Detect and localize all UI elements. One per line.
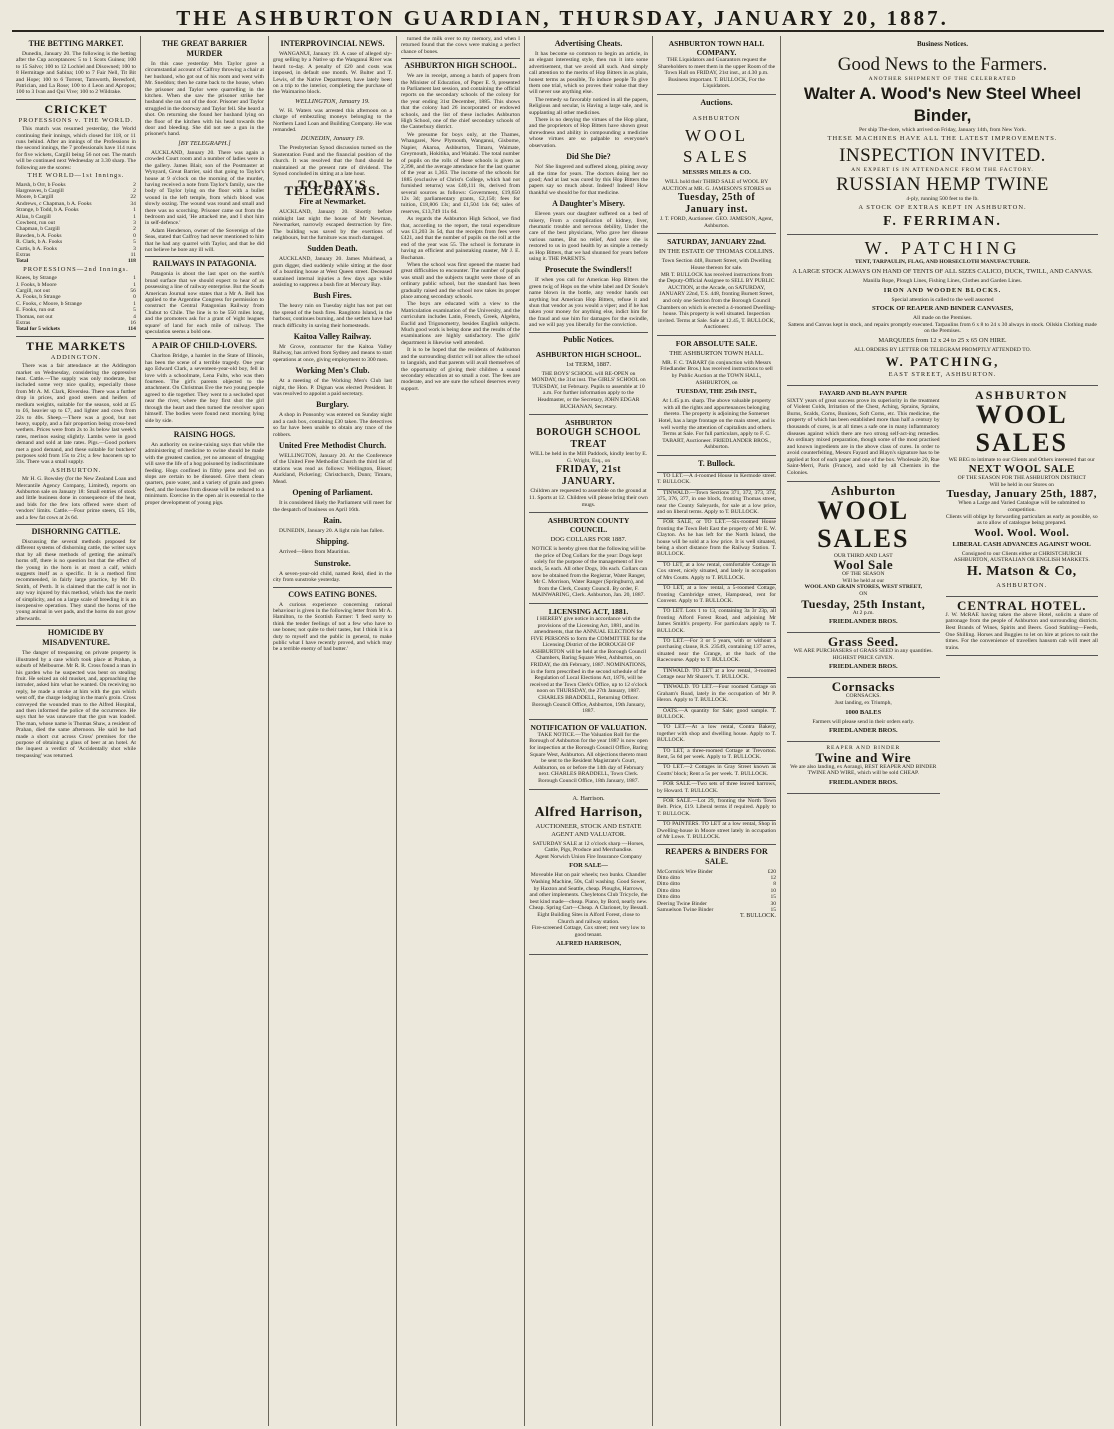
listing-item: FOR SALE.—Two sets of three leaved harrows, by Howard. T. BULLOCK. [657,781,777,794]
column-1 [12,36,140,1426]
article-ashburton-market: Mr H. G. Bowsley (for the New Zealand Loan and Mercantile Agency Company, Limited), reports on Ashburton sale on January 18: Small entries of stock and little business done in consequence of the heat, and bids for the few lots offered were short of vendors' limits. Cattle.—Four prime steers, £5 10s, and a few fat cows at 2s 6d. [16,476,136,521]
heading-high-school: ASHBURTON HIGH SCHOOL. [401,58,520,71]
ad-central-hotel: CENTRAL HOTEL. J. W. McRAE having taken the above Hotel, solicits a share of patronage from the people of Ashburton and surrounding districts. Best Brands of Wines, Spirits and Beers. Good Stabling—Feeds, One Shilling. Horses and Buggies to let on hire at prices to suit the times. For the convenience of travellers hansom cab will meet all trains. [946,597,1098,657]
masthead-title: THE ASHBURTON GUARDIAN, THURSDAY, JANUARY 20, 1887. [176,6,949,30]
article-child-lovers: Charlton Bridge, a hamlet in the State of Illinois, has been the scene of a terrible tragedy. One year ago Edward Clark, a seventeen-year-old boy, fell in love with a schoolmate, Lena Fults, who was then fourteen. The girl's parents objected to the attachment. On Christmas Eve the two young people agreed to die together. They went to a secluded spot near the river, where the boy first shot the girl through the heart and then turned the revolver upon himself. The bodies were found next morning lying side by side. [144,353,264,424]
article-parliament: It is considered likely the Parliament will meet for the despatch of business on April 16th. [272,500,392,513]
ad-w-patching: W. PATCHING TENT, TARPAULIN, FLAG, AND HORSECLOTH MANUFACTURER. A LARGE STOCK ALWAYS ON HAND OF TENTS OF ALL SIZES CALICO, DUCK, TWILL, AND CANVAS. Manilla Rope, Plough Lines, Fishing Lines, Clothes and Garden Lines. IRON AND WOODEN BLOCKS. Special attention is called to the well assorted STOCK OF REAPER AND BINDER CANVASES, All made on the Premises. Sattens and Canvas kept in stock, and repairs promptly executed. Tarpaulins from 6 x 8 to 24 x 30 always in stock. Oilskin Clothing made on the Premises. MARQUEES from 12 x 24 to 25 x 65 ON HIRE. ALL ORDERS BY LETTER OR TELEGRAM PROMPTLY ATTENDED TO. W. PATCHING, EAST STREET, ASHBURTON. [787,235,1098,385]
heading-kaitoa: Kaitoa Valley Railway. [293,332,372,341]
heading-public-notices: Public Notices. [529,332,648,345]
subheading-addington: ADDINGTON. [50,353,102,361]
notice-town-hall-company: ASHBURTON TOWN HALL COMPANY. THE Liquidators and Guarantors request the Shareholders to meet them in the upper Room of the Town Hall on FRIDAY, 21st inst., at 4.30 p.m. Business important. T. BULLOCK, For the Liquidators. [657,36,776,95]
article-high-school-5: The boys are educated with a view to the Matriculation examination of the University, and the curriculum includes Latin, French, Greek, Algebra, Euclid and Trigonometry, besides English subjects. Much good work is being done and the results of the examinations are highly satisfactory. The girls' department is likewise well attended. [400,301,520,346]
notice-school-treat: ASHBURTON BOROUGH SCHOOL TREAT WILL be held in the Mill Paddock, kindly lent by E. G. Wright, Esq., on FRIDAY, 21st JANUARY. Children are requested to assemble on the ground at 11. Sports at 12. Children will please bring their own mugs. [529,415,648,513]
subheading-ashburton: ASHBURTON. [50,466,102,474]
score-row: Hargreaves, b Cargill 2 [16,187,136,194]
score-row: Bawden, b A. Fooks 0 [16,232,136,239]
price-row: Ditto ditto 15 [657,894,777,901]
article-working-mens-club: At a meeting of the Working Men's Club last night, the Hon. P. Dignan was elected President. It was resolved to appoint a paid secretary. [272,378,392,398]
ad-grass-seed: Grass Seed. WE ARE PURCHASERS of GRASS SEED in any quantities. HIGHEST PRICE GIVEN. FRIEDLANDER BROS. [787,633,939,678]
listing-item: TO LET. Lots 1 to 13, containing 3a 3r 23p, all fronting Alford Forest Road, and adjoining Mr James Smith's property. For particulars apply to T. BULLOCK. [657,608,777,634]
heading-auctions: Auctions. [700,97,733,107]
heading-advertising-cheats: Advertising Cheats. [554,39,623,48]
column-5 [524,36,652,1426]
article-cows-bones: A curious experience concerning rational behaviour is given in the following letter from Mr A. Hamilton, to the Scottish Farmer: 'I feed sorry to think the tender feelings of not a few who have to use bones; not quite to their tastes, but I think it is a duty to myself and the public in general, to make public what I have recently proved, and which may be a terrible enemy of bad butter.' [272,601,392,653]
score-row: Allan, b Cargill 1 [16,213,136,220]
article-bush-fires: The heavy rain on Tuesday night has not put out the spread of the bush fires. Rangitoto Island, in the harbour, continues burning, and the settlers have had much difficulty in saving their homesteads. [272,303,392,329]
listing-item: FOR SALE, or TO LET.—Six-roomed House fronting the Town Belt East the property of Mr E. W. Clayton. As he has left for the North Island, the house will be sold at a low price. It is well situated, being a short distance from the Railway Station. T. BULLOCK. [657,519,777,558]
article-addington: There was a fair attendance at the Addington market on Wednesday, considering the oppressive heat. Cattle.—The supply was only moderate, but included some very nice quality, especially those from Mr A. M. Clark, Riverslea. There was a further drop in prices, and good steers and heifers of medium weights, suitable for the season, sold at £5 to £6, heavier up to £7, and lighter and cows from 22s to 40s. Sheep.—There was a good, but not heavy, supply, and a fair proportion being cross-bred wethers. Prices were from 2s to 3s below last week's rates, merinos easing slightly. Lambs were in good demand and sold at late rates. Pigs.—Good porkers met a good demand, and these suitable for butchers' purposes sold from 15s to 21s; a few baconers up to 33s. There was a small supply. [16,363,136,466]
score-row: Knees, by Strange 1 [16,275,136,282]
ad-hop-bitters-1: It has become so common to begin an article, in an elegant interesting style, then run it into some advertisement, that we avoid all such. And simply call attention to the merits of Hop Bitters in as plain, honest terms as possible, To induce people To give them one trial, which so proves their value that they will never use anything else. [529,51,649,96]
score-row: A. Fooks, b Strange 0 [16,294,136,301]
scorecard-2 [16,275,136,333]
score-row: Thomas, not out 4 [16,313,136,320]
score-row: Curtis, b A. Fooks 3 [16,245,136,252]
listing-item: TO LET, at a low rental, a 5-roomed Cottage, fronting Cambridge street, Hampstead, rent for Convent. Apply to T. BULLOCK. [657,585,777,604]
ad-swindlers: If when you call for American Hop Bitters the green twig of Hops on the white label and Dr Soule's name blown in the bottle, any vendor hands out anything but American Hop Bitters, refuse it and shun that vendor as you would a viper; and if he has taken your money for anything else, indict him for the fraud and sue him for damages for the swindle, and we will pay you liberally for the conviction. [529,277,649,329]
ad-matson-wool-sales: ASHBURTON WOOL SALES WE BEG to intimate to our Clients and Others interested that our NEXT WOOL SALE OF THE SEASON FOR THE ASHBURTON DISTRICT Will be held in our Stores on Tuesday, January 25th, 1887, When a Large and Varied Catalogue will be submitted to competition. Clients will oblige by forwarding particulars as early as possible, so as to allow of catalogue being prepared. Wool. Wool. Wool. LIBERAL CASH ADVANCES AGAINST WOOL Consigned to our Clients either at CHRISTCHURCH ASHBURTON, AUSTRALIAN OR ENGLISH MARKETS. H. Matson & Co, ASHBURTON. [946,386,1098,597]
article-betting: Dunedin, January 20. The following is the betting after the Cup acceptances: 5 to 1 Scots Guinea; 100 to 15 Salvo; 100 to 12 Lochiel and Disowned; 100 to 8 Hermitage and Sabina; 100 to 7 Fair Nell, Tit Bit and Hope; 100 to 6 Torrent, Tamworth, Beresford, Patrician, and La Rose; 100 to 4 Leon and Apropos; 100 to 3 Ivan and Qui Vive; 100 to 2 Wildrake. [16,51,136,96]
bullock-listings [657,472,776,841]
ad-did-she-die: No! She lingered and suffered along, pining away all the time for years. The doctors doing her no good; And at last was cured by this Hop Bitters the papers say so much about. Indeed! Indeed! How thankful we should be for that medicine. [529,164,649,196]
ad-fayard-blayn: FAYARD AND BLAYN PAPER SIXTY years of great success prove its superiority in the treatment of Violent Colds, Irritation of the Chest, Aching, Sprains, Sprains, Burns, Scalds, Corns, Bunions, Soft Corns, etc. This medicine, the property of which has been established more than half a century by thousands of cures, is at all times a safe one in many inflammatory diseases against which there are two strong self-act-ing remedies. An ordinary mixed preparation, though some of the most practised and known ingredients are in the above class of cures. In order to avoid counterfeiting, Messrs Fayard and Blayn's signature has to be applied at foot of each paper and one of the box. Wholesale 20, Rue Saint-Merri, Paris (France), and sold by all Chemists in the Colonies. [787,386,939,482]
heading-todays-telegrams: TO-DAY'S TELEGRAMS. [284,176,381,198]
column-2 [140,36,268,1426]
ad-daughters-misery: Eleven years our daughter suffered on a bed of misery, From a complication of kidney, liver, rheumatic trouble and nervous debility, Under the care of the best physicians, Who gave her disease various names, But no relief, And now she is restored to us in good health by as simple a remedy as Hop Bitters, that we had shunned for years before using it. THE PARENTS. [529,211,649,262]
ad-walter-wood-binder: Good News to the Farmers. ANOTHER SHIPMENT OF THE CELEBRATED Walter A. Wood's New Steel Wheel Binder, Per ship The-dore, which arrived on Friday, January 14th, from New York. THESE MACHINES HAVE ALL THE LATEST IMPROVEMENTS. INSPECTION INVITED. AN EXPERT IS IN ATTENDANCE FROM THE FACTORY. RUSSIAN HEMP TWINE 4-ply, running 500 feet to the lb. A STOCK OF EXTRAS KEPT IN ASHBURTON. F. FERRIMAN. [787,51,1098,235]
score-row: Marsh, b Orr, b Fooks 2 [16,181,136,188]
heading-sunstroke: Sunstroke. [314,558,351,568]
heading-cows-bones: COWS EATING BONES. [273,587,392,600]
score-row: Extras 16 [16,320,136,327]
dateline-wellington: WELLINGTON, January 19. [295,97,370,105]
ad-miles-wool-sales: ASHBURTON WOOL SALES MESSRS MILES & CO. WILL hold their THIRD SALE of WOOL BY AUCTION at MR. G. JAMESON'S STORES on Tuesday, 25th of January inst. J. T. FORD, Auctioneer. GEO. JAMESON, Agent, Ashburton. [657,110,776,234]
listing-item: TINWALD.—Town Sections 371, 372, 373, 374, 375, 376, 377, in one block, fronting Thomas street, near the County Saleyards, for sale at a low price, and on liberal terms. Apply to T. BULLOCK. [657,489,777,516]
heading-dishorning: DISHORNING CATTLE. [16,524,136,537]
article-cricket: This match was resumed yesterday, the World continuing their innings, which closed for 118, or 11 runs behind. After an innings of the Professions in the second innings, the 7 professionals have 114 runs for five wickets, Cargill being 56 not out. The match will be continued next Wednesday at 3.30 sharp. The following are the scores: [16,126,136,171]
score-row: R. Clark, b A. Fooks 5 [16,239,136,246]
article-wellington: W. H. Waters was arrested this afternoon on a charge of embezzling moneys belonging to the Northern Land Loan and Building Company. He was remanded. [272,107,392,134]
score-row: Andrews, c Chapman, b A. Fooks 34 [16,200,136,207]
heading-daughters-misery: A Daughter's Misery. [552,199,625,209]
heading-bush-fires: Bush Fires. [313,291,352,301]
article-dishorning: Discussing the several methods proposed for different systems of dishorning cattle, the writer says that by all these methods of getting the animal's horns off, there is no question but that the effect of the young in the horn is at most a calf, which suggests itself as a specific. It is a method first recommended, in fairly large practice, by Mr D. Smith, of Perth. It is claimed that the calf is not in any way injured by this method, which has the merit of simplicity, and on a large scale of breeding it is an inexpensive operation. They stand the horns of the young animal in wet pads, and the horns do not grow afterwards. [16,539,136,622]
ad-town-hall-sale: FOR ABSOLUTE SALE. THE ASHBURTON TOWN HALL. MR. F. C. TABART (in conjunction with Messrs Friedlander Bros.) has received instructions to sell by Public Auction at the TOWN HALL, ASHBURTON, on TUESDAY, THE 25th INST., At 1.45 p.m. sharp. The above valuable property with all the rights and appurtenances belonging thereto. The property is adjoining the Somerset Hotel, has a large frontage on the main street, and is well worthy the attention of capitalists and others. Terms at Sale. For full particulars, apply to F. C. TABART, Auctioneer. FRIEDLANDER BROS., Ashburton. [657,336,776,456]
article-methodist: WELLINGTON, January 20. At the Conference of the United Free Methodist Church the third list of stations was read as follows: Wellington, Bisset; Auckland, Pickering; Christchurch, Dunn; Timaru, Mead. [272,453,392,485]
article-high-school-6: It is to be hoped that the residents of Ashburton and the surrounding district will not allow the school to languish, and that parents will avail themselves of the opportunity of giving their children a sound secondary education at so small a cost. The fees are moderate, and we are sure the school deserves every support. [400,347,520,392]
right-left-sub [787,386,939,794]
score-row: J. Fooks, b Moore 1 [16,281,136,288]
listing-item: FOR SALE.—Lot 29, fronting the North Town Belt. Price, £19. Liberal terms if required. Apply to T. BULLOCK. [657,798,777,817]
price-row: Samuelson Twine Binder 15 [657,906,777,913]
heading-fire: Fire at Newmarket. [299,197,366,207]
score-row: C. Fooks, c Moore, b Strange 1 [16,300,136,307]
heading-methodist: United Free Methodist Church. [278,441,387,451]
listing-item: TO PAINTERS. TO LET at a low rental, Shop in Dwelling-house in Moore street lately in occupation of Mr Lowe. T. BULLOCK. [657,821,777,841]
listing-item: TO LET.—For 3 or 5 years, with or without a purchasing clause, R.S. 23549, containing 137 acres, situated near the Grange, at the back of the Racecourse. Apply to T. BULLOCK. [657,637,777,664]
notice-high-school: ASHBURTON HIGH SCHOOL. 1st TERM, 1887. THE BOYS' SCHOOL will RE-OPEN on MONDAY, the 31st inst. The GIRLS' SCHOOL on TUESDAY, 1st February. Pupils to assemble at 10 a.m. For further information apply to the Headmaster, or the Secretary, JOHN EDGAR BUCHANAN, Secretary. [529,347,648,416]
heading-business-notices: Business Notices. [917,40,968,48]
article-barrier-murder: In this case yesterday Mrs Taylor gave a circumstantial account of Calfroy throwing a chair at her husband, who got out of his room and went with Mr. Sneddon; then he came back to the house, when the prisoner and Taylor were quarrelling in the kitchen. When she saw the prisoner strike her husband she ran out of the door. Prisoner and Taylor struggled in the doorway and Taylor fell. She heard a shot. On returning she found her husband lying on the floor of the kitchen with his head towards the door and bleeding. She did not see a gun in the prisoner's hand. [144,61,264,138]
article-high-school-4: When the school was first opened the master had great difficulties to encounter. The number of pupils was small and the subjects taught were those of an ordinary public school, but the standard has been gradually raised and the school now takes its proper place among secondary schools. [400,262,520,301]
ad-alfred-harrison: A. Harrison. Alfred Harrison, AUCTIONEER, STOCK AND ESTATE AGENT AND VALUATOR. SATURDAY SALE at 12 o'clock sharp —Horses, Cattle, Pigs, Produce and Merchandise. Agent Norwich Union Fire Insurance Company FOR SALE— Moveable Hut on pair wheels; two bunks. Chandler Washing Machine, 50s, Call washing. Good Sower, by Haxton and Seattle, cheap. Ploughs, Harrows, and other implements. Cheyletons Club Tricycle, the best kind made—cheap. Piano, by Bord, nearly new. Cheap. Spring Cart—Cheap. A Clarionet, by Bessall. Eight Building Sites in Alford Forest, close to Church and railway station. Fire-screened Cottage, Cox street; rent very low to good tenant. ALFRED HARRISON, [529,790,648,956]
reapers-signature: T. BULLOCK. [739,913,777,920]
column-4 [396,36,524,1426]
ad-collins-estate: SATURDAY, JANUARY 22nd. IN THE ESTATE OF THOMAS COLLINS. Town Section 448, Burnett Street, with Dwelling House thereon for sale. MR T. BULLOCK has received instructions from the Deputy-Official Assignee to SELL BY PUBLIC AUCTION, at the Arcade, on SATURDAY, JANUARY 22nd, T.S. 448, fronting Burnett Street, and only one Section from the Borough Council Chambers on which is erected a 4-roomed Dwelling-house. This property is well situated. Inspection invited. Terms at Sale. Sale at 12.45, T. BULLOCK, Auctioneer. [657,234,776,336]
heading-working-mens-club: Working Men's Club. [295,366,370,376]
score-row: Extras 11 [16,251,136,258]
listing-item: TO LET.—At a low rental, Contra Bakery, together with shop and dwelling house. Apply to T. BULLOCK. [657,724,777,744]
score-total: Total for 5 wickets 114 [16,326,136,333]
article-kaitoa: Mr Grove, contractor for the Kaitoa Valley Railway, has arrived from Sydney and means to start operations at once, giving employment to 300 men. [272,344,392,363]
scorecard-1 [16,182,136,265]
heading-barrier-murder: THE GREAT BARRIER MURDER [161,39,248,58]
notice-dog-collars: ASHBURTON COUNTY COUNCIL. DOG COLLARS FOR 1887. NOTICE is hereby given that the following will be the price of Dog Collars for the year: Dogs kept solely for the purpose of the management of live stock, 5s each. All other Dogs, 10s each. Collars can now be obtained from the Registrar, Water Ranger, Mr C. Morrison, Water Ranger (Springburn), and from the Clerk, County Council. By order, F. MAINWARING, Clerk. Ashburton, Jan. 20, 1887. [529,513,648,604]
heading-parliament: Opening of Parliament. [292,488,373,498]
ad-twine-wire: REAPER AND BINDER Twine and Wire We are also landing, ex Aorangi, BEST REAPER AND BINDER TWINE AND WIRE, which will be sold CHEAP. FRIEDLANDER BROS. [787,742,939,794]
article-sunstroke: A seven-year-old child, named Reid, died in the city from sunstroke yesterday. [272,570,392,584]
score-row: Cargill, not out 56 [16,288,136,294]
business-notices-area [780,36,1104,1426]
ad-friedlander-wool-sales: Ashburton WOOL SALES OUR THIRD AND LAST Wool Sale OF THE SEASON Will be held at our WOOL AND GRAIN STORES, WEST STREET, ON Tuesday, 25th Instant, At 2 p.m. FRIEDLANDER BROS. [787,482,939,634]
listing-item: TO LET, a three-roomed Cottage at Trevorton. Rent, 5s 6d per week. Apply to T. BULLOCK. [657,747,777,761]
heading-shipping: Shipping. [316,537,349,547]
heading-swindlers: Prosecute the Swindlers!! [545,265,632,275]
article-barrier-murder-2: AUCKLAND, January 20. There was again a crowded Court room and a number of ladies were in the gallery. James Blair, son of the Postmaster at Wynyard, Great Barrier, said that going to Taylor's house at 9 o'clock on the morning of the murder, having received a note from Taylor's family, saw the body of Taylor lying on the floor with a bullet wound in the left temple, from which blood was slowly oozing. The wound was round and small and there was no scorching. Prisoner came out from the bedroom and said, 'He attacked me, and I shot him in self-defence.' [144,149,264,227]
subheading-telegraph: [BY TELEGRAPH.] [178,139,231,147]
heading-sudden-death: Sudden Death. [307,244,358,254]
heading-patagonia: RAILWAYS IN PATAGONIA. [145,256,264,269]
subheading-cricket: PROFESSIONS v. THE WORLD. [18,116,134,124]
listing-item: TINWALD. TO LET.—Four roomed Cottage on Graham's Road, lately in the occupation of Mr P. Heron. Apply to T. BULLOCK. [657,684,777,704]
article-homicide: The danger of trespassing on private property is illustrated by a case which took place at Prahan, a suburb of Melbourne. Mr R. R. Cross found a man in his garden who he suspected was bent on stealing fruit. He seized an old musket, and, approaching the intruder, asked him what he wanted. On receiving no reply, he made a stroke at him with the gun which went off, the charge lodging in the man's groin. Cross conveyed the wounded man to the Alfred Hospital, and then informed the police of the occurrence. He says that he was unaware that the gun was loaded. The man, whose name is Thomas Shaw, a resident of Prahan, died the same afternoon. He said he had made a short cut across Cross' premises for the purpose of obtaining a glass of beer at an hotel. At the inquest a verdict of 'Accidentally shot while trespassing' was returned. [16,650,136,759]
score-heading: THE WORLD—1st Innings. [27,172,125,180]
column-3 [268,36,396,1426]
heading-child-lovers: A PAIR OF CHILD-LOVERS. [145,338,264,351]
article-burglary: A shop in Ponsonby was entered on Sunday night and a cash box, containing £30 taken. The detectives so far have been unable to obtain any trace of the robbers. [272,412,392,438]
article-high-school-3: As regards the Ashburton High School, we find that, according to the report, the total expenditure was £1,203 3s 5d, that the receipts from fees were £421, and that the number of pupils on the roll at the end of the year was 55. The school is fortunate in having an efficient and painstaking master, Mr J. E. Buchanan. [400,216,520,261]
heading-cricket: CRICKET [16,99,136,116]
article-barrier-murder-3: Adam Henderson, owner of the Sovereign of the Seas, stated that Calfroy had never mentioned to him that he had any quarrel with Taylor, and that he did not believe he bore any ill will. [144,227,264,253]
ad-cornsacks: Cornsacks CORNSACKS. Just landing, ex Triumph, 1000 BALES Farmers will please send in their orders early. FRIEDLANDER BROS. [787,678,939,742]
price-row: Ditto ditto 10 [657,887,777,894]
article-high-school-2: We presume for boys only, at the Thames, Whangarei, New Plymouth, Wanganui, Gisborne, Napier, Akaroa, Ashburton, Timaru, Waimate, Greymouth, Hokitika, and Waitaki. The total number of pupils on the rolls of these schools is given as 2,398, and the average attendance for the last quarter of the year as 1,363. The income of the schools for 1885 (exclusive of Christ's College, which had not furnished returns) was £40,111 8s, derived from several sources as follows: Government, £19,650 12s 3d; parliamentary grants, £2,150; fees for tuition, £18,806 13s; and £1,504 14s 6d; sales of reserves, £13,749 11s 6d. [400,131,520,215]
score-row: Chapman, b Cargill 2 [16,226,136,233]
price-row: Deering Twine Binder 30 [657,900,777,907]
score-row: E. Fooks, run out 5 [16,307,136,314]
score-heading-2: PROFESSIONS—2nd Innings. [23,265,129,273]
listing-item: TINWALD. TO LET at a low rental, 3-roomed Cottage near Mr Sharer's. T. BULLOCK. [657,667,777,680]
price-row: Ditto ditto 12 [657,874,777,881]
article-sudden-death: AUCKLAND, January 20. James Muirhead, a gum digger, died suddenly while sitting at the door of a boarding house at West Queen street. Deceased sustained internal injuries a few days ago while assisting to suppress a bush fire at Mercury Bay. [272,256,392,288]
article-high-school-1: We are in receipt, among a batch of papers from the Minister of Education, of Paper E. 9, presented to Parliament last session, and containing the official reports on the secondary schools of the colony for the year ending 31st December, 1885. This shows that the colony had 26 incorporated or endowed schools, and the list of these includes Ashburton High School, one of the chief secondary schools of the Canterbury district. [400,73,520,131]
masthead [12,6,1104,32]
article-raising-hogs: An authority on swine-raising says that while the administering of medicine to swine should be made with the greatest caution, yet no amount of drugging will save the life of a hog poisoned by indiscriminate feeding. Hogs confined in filthy pens and fed on slops are certain to be diseased. Give them clean quarters, pure water, and a variety of grain and green feed, and the losses from disease will be reduced to a minimum. Exercise in the open air is essential to the proper development of young pigs. [144,441,264,506]
ad-hop-bitters-3: There is no denying the virtues of the Hop plant, and the proprietors of Hop Bitters have shown great shrewdness and ability in compounding a medicine whose virtues are so palpable to everyone's observation. [529,117,649,149]
article-shipping: Arrived—Hero from Mauritius. [278,549,350,556]
heading-betting: THE BETTING MARKET. [28,39,124,48]
heading-interprovincial: INTERPROVINCIAL NEWS. [280,39,385,48]
right-split [787,386,1098,794]
article-wanganui: WANGANUI, January 19. A case of alleged sly-grog selling by a Native up the Wanganui River was heard to-day. A penalty of £20 and costs was imposed, in default one month. W. Bulter and T. Lewis, of the Native Department, have lately been on a trip to the interior, completing the purchase of the Waimarino block. [272,51,392,96]
article-cows-bones-cont: turned the milk over to my memory, and when I returned found that the cows were making a perfect chance of bones. [400,36,520,55]
article-dunedin: The Presbyterian Synod discussion turned on the Sustentation Fund and the financial position of the church. It was resolved that the fund should be maintained at the present rate of dividend. The Synod concluded its sitting at a late hour. [272,145,392,178]
heading-rain: Rain. [323,515,342,525]
heading-reapers-binders: REAPERS & BINDERS FOR SALE. [657,844,776,867]
right-right-sub [946,386,1098,794]
price-row: McCormick Wire Binder £20 [657,868,777,875]
heading-raising-hogs: RAISING HOGS. [145,427,264,440]
ad-hop-bitters-2: The remedy so favorably noticed in all the papers, Religious and secular, is Having a large sale, and is supplanting all other medicines. [529,96,649,116]
heading-homicide: HOMICIDE BY MISADVENTURE. [16,625,136,648]
price-row: Ditto ditto 8 [657,881,777,888]
listing-item: OATS.—A quantity for Sale; good sample. T. BULLOCK. [657,707,777,720]
score-total: Total 118 [16,258,136,265]
article-patagonia: Patagonia is about the last spot on the earth's broad surface that we should expect to hear of as possessing a line of railway enterprise. But the South American Journal now states that a Mr A. Bell has applied to the Argentine Congress for permission to construct the Central Patagonian Railway from Chubut to Chile. The line is to be 550 miles long, and the promoters ask for a grant of 'eight leagues square' of land for each mile of railway. The speculation seems a bold one. [144,271,264,336]
score-row: Strange, b Todd, b A. Fooks 1 [16,207,136,214]
listing-item: TO LET.—2 Cottages in Gray Street known as Coutts' block; Rent a 5s per week. T. BULLOCK. [657,764,777,777]
score-row: Cowbent, run out 3 [16,219,136,226]
heading-t-bullock: T. Bullock. [698,459,736,468]
score-row: Moore, b Cargill 22 [16,194,136,201]
article-rain: DUNEDIN, January 20. A light rain has fallen. [278,527,384,534]
reapers-price-list [657,869,776,914]
listing-item: TO LET.—A 4-roomed House in Kermode street. T. BULLOCK. [657,473,777,486]
heading-markets: THE MARKETS [16,336,136,353]
heading-did-she-die: Did She Die? [566,152,611,162]
column-6 [652,36,780,1426]
heading-burglary: Burglary. [316,400,349,410]
columns [12,36,1104,1426]
listing-item: TO LET, at a low rental, comfortable Cottage in Cox street, nicely situated, and lately in occupation of Mrs Coutts. Apply to T. BULLOCK. [657,561,777,581]
dateline-dunedin: DUNEDIN, January 19. [300,135,365,143]
article-fire: AUCKLAND, January 20. Shortly before midnight last night the house of Mr Newman, Newmarket, narrowly escaped destruction by fire. The building was saved by the exertions of neighbours, but the furniture was much damaged. [272,209,392,241]
notice-valuation: NOTIFICATION OF VALUATION. TAKE NOTICE.—The Valuation Roll for the Borough of Ashburton for the year 1887 is now open for inspection at the Borough Council Office, Baring Square West, Ashburton. All objections thereto must be sent to the Resident Magistrate's Court, Ashburton, on or before the 14th day of February next. CHARLES BRADDELL, Town Clerk. Borough Council Office, 18th January, 1887. [529,720,648,790]
notice-licensing: LICENSING ACT, 1881. I HEREBY give notice in accordance with the provisions of the Licensing Act, 1881, and its amendments, that the ANNUAL ELECTION for FIVE PERSONS to form the COMMITTEE for the Licensing District of the BOROUGH OF ASHBURTON will be held at the Borough Council Chambers, Baring Square West, Ashburton, on FRIDAY, the 4th February, 1887. NOMINATIONS, in the form prescribed in the second schedule of the Regulation of Local Elections Act, 1876, will be received at the Town Clerk's Office, up to 12 o'clock noon on THURSDAY, the 27th January, 1887. CHARLES BRADDELL, Returning Officer. Borough Council Office, Ashburton, 19th January, 1887. [529,604,648,720]
